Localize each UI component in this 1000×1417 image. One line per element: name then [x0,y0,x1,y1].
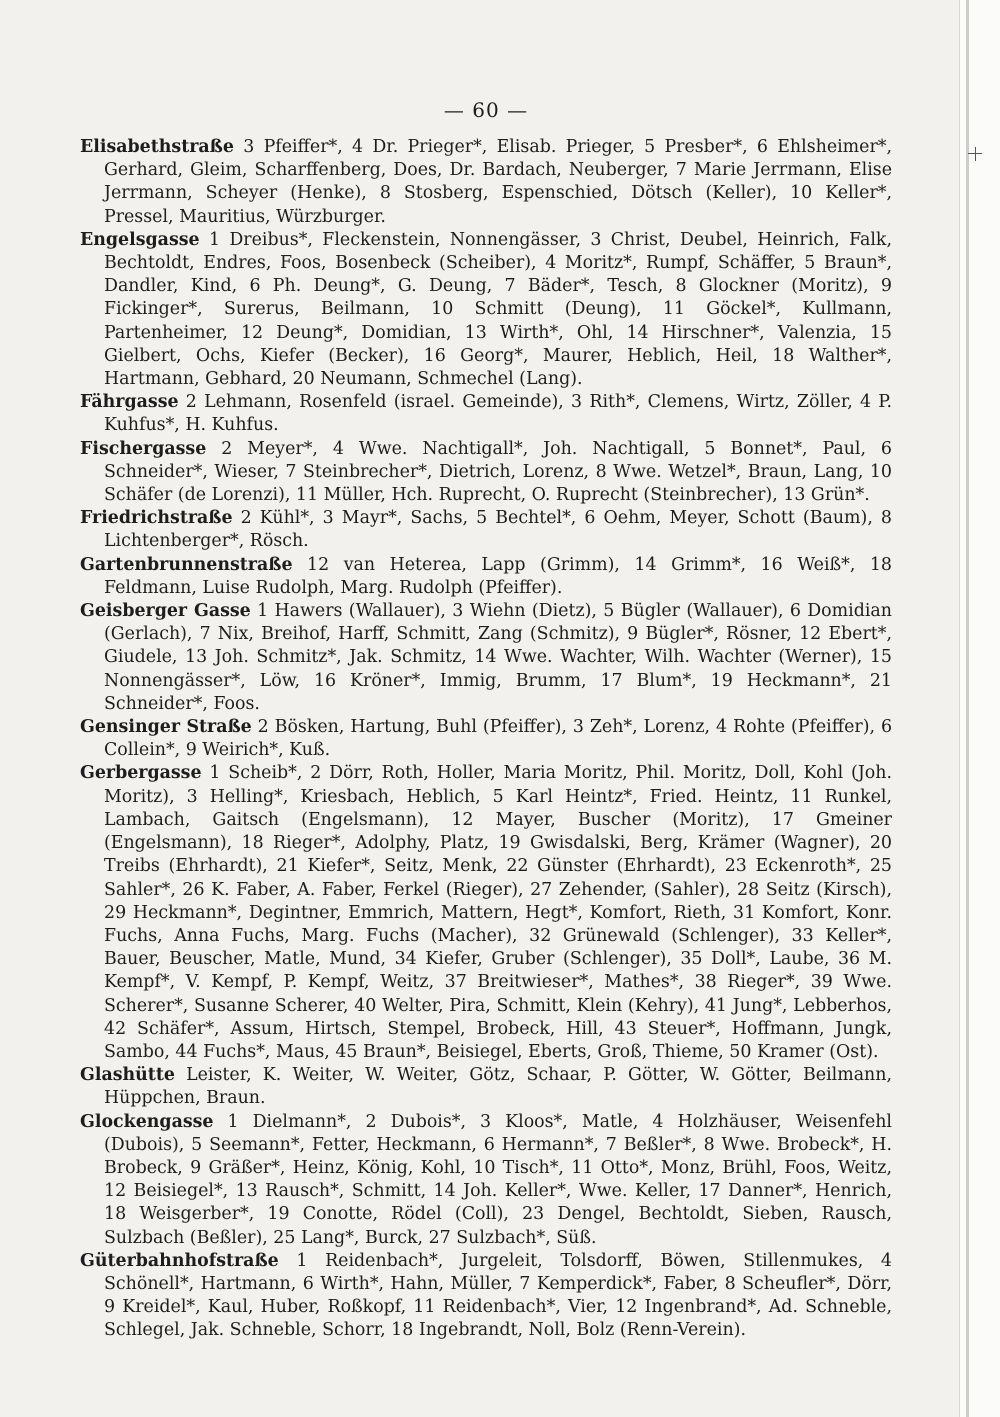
street-name: Glockengasse [80,1111,214,1132]
directory-entry [80,600,892,716]
directory-entry [80,1111,892,1250]
binding-shadow [966,0,969,1417]
street-name: Engelsgasse [80,229,200,250]
directory-entry [80,507,892,553]
street-name: Fährgasse [80,392,179,413]
street-name: Glashütte [80,1065,175,1086]
page-edge [959,0,1000,1417]
entry-text: 1 Reidenbach*, Jurgeleit, Tolsdorff, Böwen, Stillenmukes, 4 Schönell*, Hartmann, 6 Wirth*, Hahn, Müller, 7 Kemperdick*, Faber, 8 Scheufler*, Dörr, 9 Kreidel*, Kaul, Huber, Roßkopf, 11 Reidenbach*, Vier, 12 Ingenbrand*, Ad. Schneble, Schlegel, Jak. Schneble, Schorr, 18 Ingebrandt, Noll, Bolz (Renn-Verein). [104,1250,892,1341]
directory-entry [80,438,892,508]
crop-mark-icon [968,147,982,161]
entry-text: 3 Pfeiffer*, 4 Dr. Prieger*, Elisab. Prieger, 5 Presber*, 6 Ehlsheimer*, Gerhard, Gleim, Scharffenberg, Does, Dr. Bardach, Neuberger, 7 Marie Jerrmann, Elise Jerrmann, Scheyer (Henke), 8 Stosberg, Espenschied, Dötsch (Keller), 10 Keller*, Pressel, Mauritius, Würzburger. [104,137,892,227]
street-name: Fischergasse [80,438,207,459]
entry-text: 2 Kühl*, 3 Mayr*, Sachs, 5 Bechtel*, 6 Oehm, Meyer, Schott (Baum), 8 Lichtenberger*, Rösch. [104,508,892,552]
entry-text: 2 Lehmann, Rosenfeld (israel. Gemeinde), 3 Rith*, Clemens, Wirtz, Zöller, 4 P. Kuhfus*, H. Kuhfus. [104,392,892,436]
directory-entry [80,391,892,437]
directory-entry [80,229,892,391]
directory-entry [80,554,892,600]
directory-entry [80,136,892,229]
street-name: Gensinger Straße [80,717,252,738]
street-name: Friedrichstraße [80,508,233,529]
directory-entry [80,1064,892,1110]
page-content [80,98,892,1343]
entry-text: 1 Dreibus*, Fleckenstein, Nonnengässer, 3 Christ, Deubel, Heinrich, Falk, Bechtoldt, Endres, Foos, Bosenbeck (Scheiber), 4 Moritz*, Rumpf, Schäffer, 5 Braun*, Dandler, Kind, 6 Ph. Deung*, G. Deung, 7 Bäder*, Tesch, 8 Glockner (Moritz), 9 Fickinger*, Surerus, Beilmann, 10 Schmitt (Deung), 11 Göckel*, Kullmann, Partenheimer, 12 Deung*, Domidian, 13 Wirth*, Ohl, 14 Hirschner*, Valenzia, 15 Gielbert, Ochs, Kiefer (Becker), 16 Georg*, Maurer, Heblich, Heil, 18 Walther*, Hartmann, Gebhard, 20 Neumann, Schmechel (Lang). [104,229,892,390]
street-name: Gerbergasse [80,763,202,784]
entry-text: 1 Scheib*, 2 Dörr, Roth, Holler, Maria Moritz, Phil. Moritz, Doll, Kohl (Joh. Moritz), 3 Helling*, Kriesbach, Heblich, 5 Karl Heintz*, Fried. Heintz, 11 Runkel, Lambach, Gaitsch (Engelsmann), 12 Mayer, Buscher (Moritz), 17 Gmeiner (Engelsmann), 18 Rieger*, Adolphy, Platz, 19 Gwisdalski, Berg, Krämer (Wagner), 20 Treibs (Ehrhardt), 21 Kiefer*, Seitz, Menk, 22 Günster (Ehrhardt), 23 Eckenroth*, 25 Sahler*, 26 K. Faber, A. Faber, Ferkel (Rieger), 27 Zehender, (Sahler), 28 Seitz (Kirsch), 29 Heckmann*, Degintner, Emmrich, Mattern, Hegt*, Komfort, Rieth, 31 Komfort, Konr. Fuchs, Anna Fuchs, Marg. Fuchs (Macher), 32 Grünewald (Schlenger), 33 Keller*, Bauer, Beuscher, Matle, Mund, 34 Kiefer, Gruber (Schlenger), 35 Doll*, Laube, 36 M. Kempf*, V. Kempf, P. Kempf, Weitz, 37 Breitwieser*, Mathes*, 38 Rieger*, 39 Wwe. Scherer*, Susanne Scherer, 40 Welter, Pira, Schmitt, Klein (Kehry), 41 Jung*, Lebberhos, 42 Schäfer*, Assum, Hirtsch, Stempel, Brobeck, Hill, 43 Steuer*, Hoffmann, Jungk, Sambo, 44 Fuchs*, Maus, 45 Braun*, Beisiegel, Eberts, Groß, Thieme, 50 Kramer (Ost). [104,763,892,1062]
entry-text: 2 Meyer*, 4 Wwe. Nachtigall*, Joh. Nachtigall, 5 Bonnet*, Paul, 6 Schneider*, Wieser, 7 Steinbrecher*, Dietrich, Lorenz, 8 Wwe. Wetzel*, Braun, Lang, 10 Schäfer (de Lorenzi), 11 Müller, Hch. Ruprecht, O. Ruprecht (Steinbrecher), 13 Grün*. [104,438,892,506]
entry-text: 1 Hawers (Wallauer), 3 Wiehn (Dietz), 5 Bügler (Wallauer), 6 Domidian (Gerlach), 7 Nix, Breihof, Harff, Schmitt, Zang (Schmitz), 9 Bügler*, Rösner, 12 Ebert*, Giudele, 13 Joh. Schmitz*, Jak. Schmitz, 14 Wwe. Wachter, Wilh. Wachter (Werner), 15 Nonnengässer*, Löw, 16 Kröner*, Immig, Brumm, 17 Blum*, 19 Heckmann*, 21 Schneider*, Foos. [104,601,892,714]
entry-text: Leister, K. Weiter, W. Weiter, Götz, Schaar, P. Götter, W. Götter, Beilmann, Hüppchen, Braun. [104,1065,892,1109]
street-name: Elisabethstraße [80,137,234,157]
directory-entry [80,762,892,1064]
directory-entry [80,1250,892,1343]
street-name: Güterbahnhofstraße [80,1250,279,1271]
directory-entry [80,716,892,762]
entry-text: 2 Bösken, Hartung, Buhl (Pfeiffer), 3 Zeh*, Lorenz, 4 Rohte (Pfeiffer), 6 Collein*, 9 Weirich*, Kuß. [104,717,893,761]
page-number: — 60 — [443,98,529,122]
street-name: Geisberger Gasse [80,601,251,622]
entry-text: 12 van Heterea, Lapp (Grimm), 14 Grimm*, 16 Weiß*, 18 Feldmann, Luise Rudolph, Marg. Rudolph (Pfeiffer). [104,554,892,598]
street-name: Gartenbrunnenstraße [80,554,293,575]
entry-text: 1 Dielmann*, 2 Dubois*, 3 Kloos*, Matle, 4 Holzhäuser, Weisenfehl (Dubois), 5 Seemann*, Fetter, Heckmann, 6 Hermann*, 7 Beßler*, 8 Wwe. Brobeck*, H. Brobeck, 9 Gräßer*, Heinz, König, Kohl, 10 Tisch*, 11 Otto*, Monz, Brühl, Foos, Weitz, 12 Beisiegel*, 13 Rausch*, Schmitt, 14 Joh. Keller*, Wwe. Keller, 17 Danner*, Henrich, 18 Weisgerber*, 19 Conotte, Rödel (Coll), 23 Dengel, Bechtoldt, Sieben, Rausch, Sulzbach (Beßler), 25 Lang*, Burck, 27 Sulzbach*, Süß. [104,1111,892,1248]
